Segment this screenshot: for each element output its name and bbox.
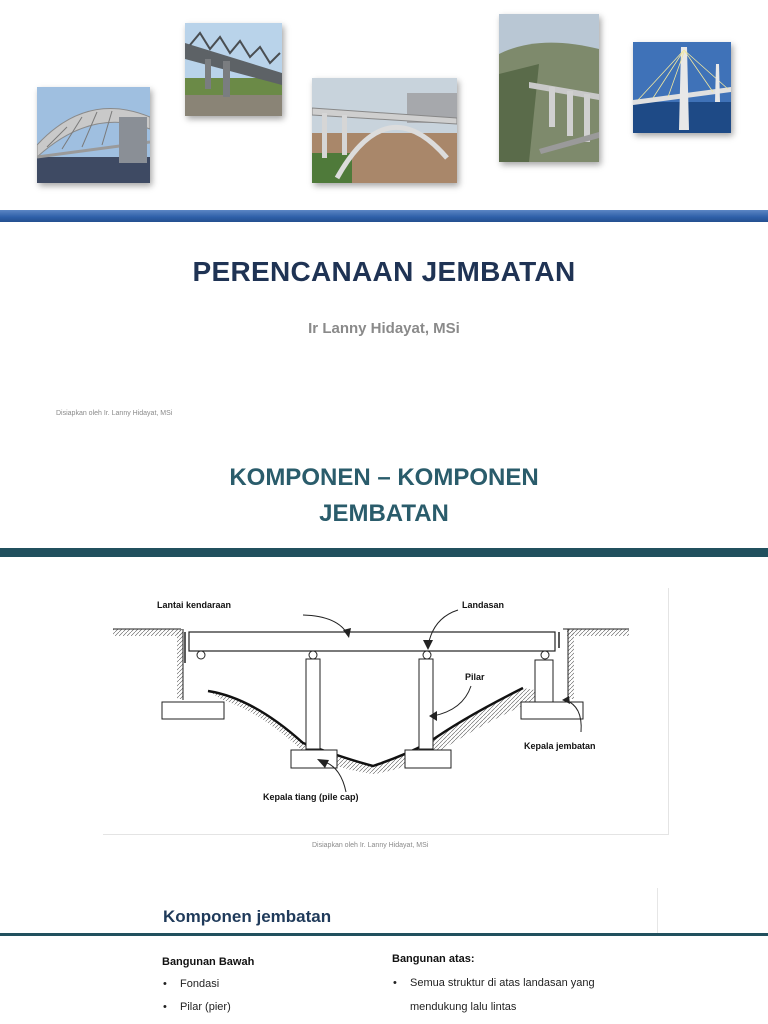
label-pier: Pilar <box>465 672 485 682</box>
bullet-icon: • <box>163 1001 167 1013</box>
section-title-line2: JEMBATAN <box>319 500 449 527</box>
label-deck: Lantai kendaraan <box>157 600 232 610</box>
list-item: • Semua struktur di atas landasan yang <box>393 977 595 989</box>
abutment-footing-left <box>162 702 224 719</box>
ground-left <box>113 629 183 636</box>
list-item: • Pilar (pier) <box>163 1001 231 1013</box>
slide-title: PERENCANAAN JEMBATAN <box>192 256 576 287</box>
photo-cable-stayed-bridge <box>633 42 731 133</box>
photo-concrete-arch-bridge <box>312 78 457 183</box>
slide-heading: Komponen jembatan <box>163 907 332 926</box>
ground-right <box>567 629 629 636</box>
content-divider <box>657 888 658 936</box>
header-divider-bar <box>0 210 768 222</box>
bridge-deck <box>189 632 555 651</box>
substructure-heading: Bangunan Bawah <box>162 956 255 968</box>
slide-footer: Disiapkan oleh Ir. Lanny Hidayat, MSi <box>312 842 429 849</box>
pile-cap-1 <box>291 750 337 768</box>
section-title-line1: KOMPONEN – KOMPONEN <box>229 464 539 491</box>
section-title <box>0 460 768 532</box>
list-item-continuation: mendukung lalu lintas <box>410 1001 517 1013</box>
photo-truss-bridge <box>185 23 282 116</box>
bullet-icon: • <box>393 977 397 989</box>
pile-cap-2 <box>405 750 451 768</box>
author-name: Ir Lanny Hidayat, MSi <box>308 320 460 337</box>
bullet-icon: • <box>163 978 167 990</box>
slide-footer: Disiapkan oleh Ir. Lanny Hidayat, MSi <box>56 410 173 417</box>
photo-viaduct-bridge <box>499 14 599 162</box>
heading-divider-bar <box>0 933 768 936</box>
label-abutment: Kepala jembatan <box>524 741 596 751</box>
list-item: • Fondasi <box>163 978 220 990</box>
label-bearing: Landasan <box>462 600 505 610</box>
photo-steel-arch-bridge <box>37 87 150 183</box>
superstructure-heading: Bangunan atas: <box>392 953 475 965</box>
section-divider-bar <box>0 548 768 557</box>
label-pile-cap: Kepala tiang (pile cap) <box>263 792 359 802</box>
bridge-diagram <box>103 588 668 834</box>
